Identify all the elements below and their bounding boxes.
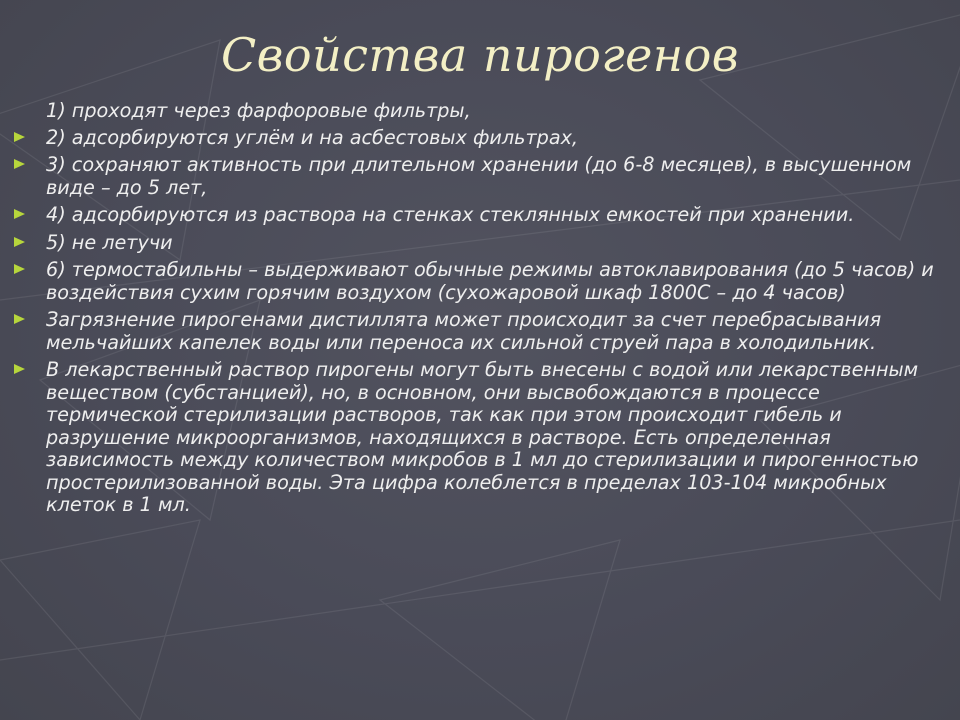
- list-item: [14, 204, 950, 227]
- list-item: [14, 127, 950, 150]
- triangle-bullet-icon: [14, 132, 25, 142]
- list-item-text: В лекарственный раствор пирогены могут быть внесены с водой или лекарственным веществом (субстанцией), но, в основном, они высвобождаются в процессе термической стерилизации растворов, так как при этом происходит гибель и разрушение микроорганизмов, находящихся в растворе. Есть определенная зависимость между количеством микробов в 1 мл до стерилизации и пирогенностью простерилизованной воды. Эта цифра колеблется в пределах 103-104 микробных клеток в 1 мл.: [46, 358, 919, 516]
- triangle-bullet-icon: [14, 159, 25, 169]
- bullet-list: [14, 100, 950, 522]
- list-item-text: 6) термостабильны – выдерживают обычные режимы автоклавирования (до 5 часов) и воздействия сухим горячим воздухом (сухожаровой шкаф 1800С – до 4 часов): [46, 258, 934, 304]
- list-item: [14, 259, 950, 304]
- list-item-text: Загрязнение пирогенами дистиллята может происходит за счет перебрасывания мельчайших капелек воды или переноса их сильной струей пара в холодильник.: [46, 308, 882, 354]
- list-item-text: 2) адсорбируются углём и на асбестовых фильтрах,: [46, 125, 579, 149]
- list-item: [14, 232, 950, 255]
- triangle-bullet-icon: [14, 237, 25, 247]
- triangle-bullet-icon: [14, 209, 25, 219]
- list-item-text: 1) проходят через фарфоровые фильтры,: [46, 99, 471, 122]
- list-item-text: 5) не летучи: [46, 230, 173, 254]
- list-item: [14, 100, 950, 123]
- list-item-text: 4) адсорбируются из раствора на стенках стеклянных емкостей при хранении.: [46, 203, 855, 226]
- list-item-text: 3) сохраняют активность при длительном хранении (до 6-8 месяцев), в высушенном виде – до 5 лет,: [46, 153, 912, 199]
- list-item: [14, 309, 950, 354]
- triangle-bullet-icon: [14, 314, 25, 324]
- triangle-bullet-icon: [14, 264, 25, 274]
- triangle-bullet-icon: [14, 364, 25, 374]
- slide-title: Свойства пирогенов: [220, 28, 740, 82]
- list-item: [14, 359, 950, 517]
- list-item: [14, 154, 950, 199]
